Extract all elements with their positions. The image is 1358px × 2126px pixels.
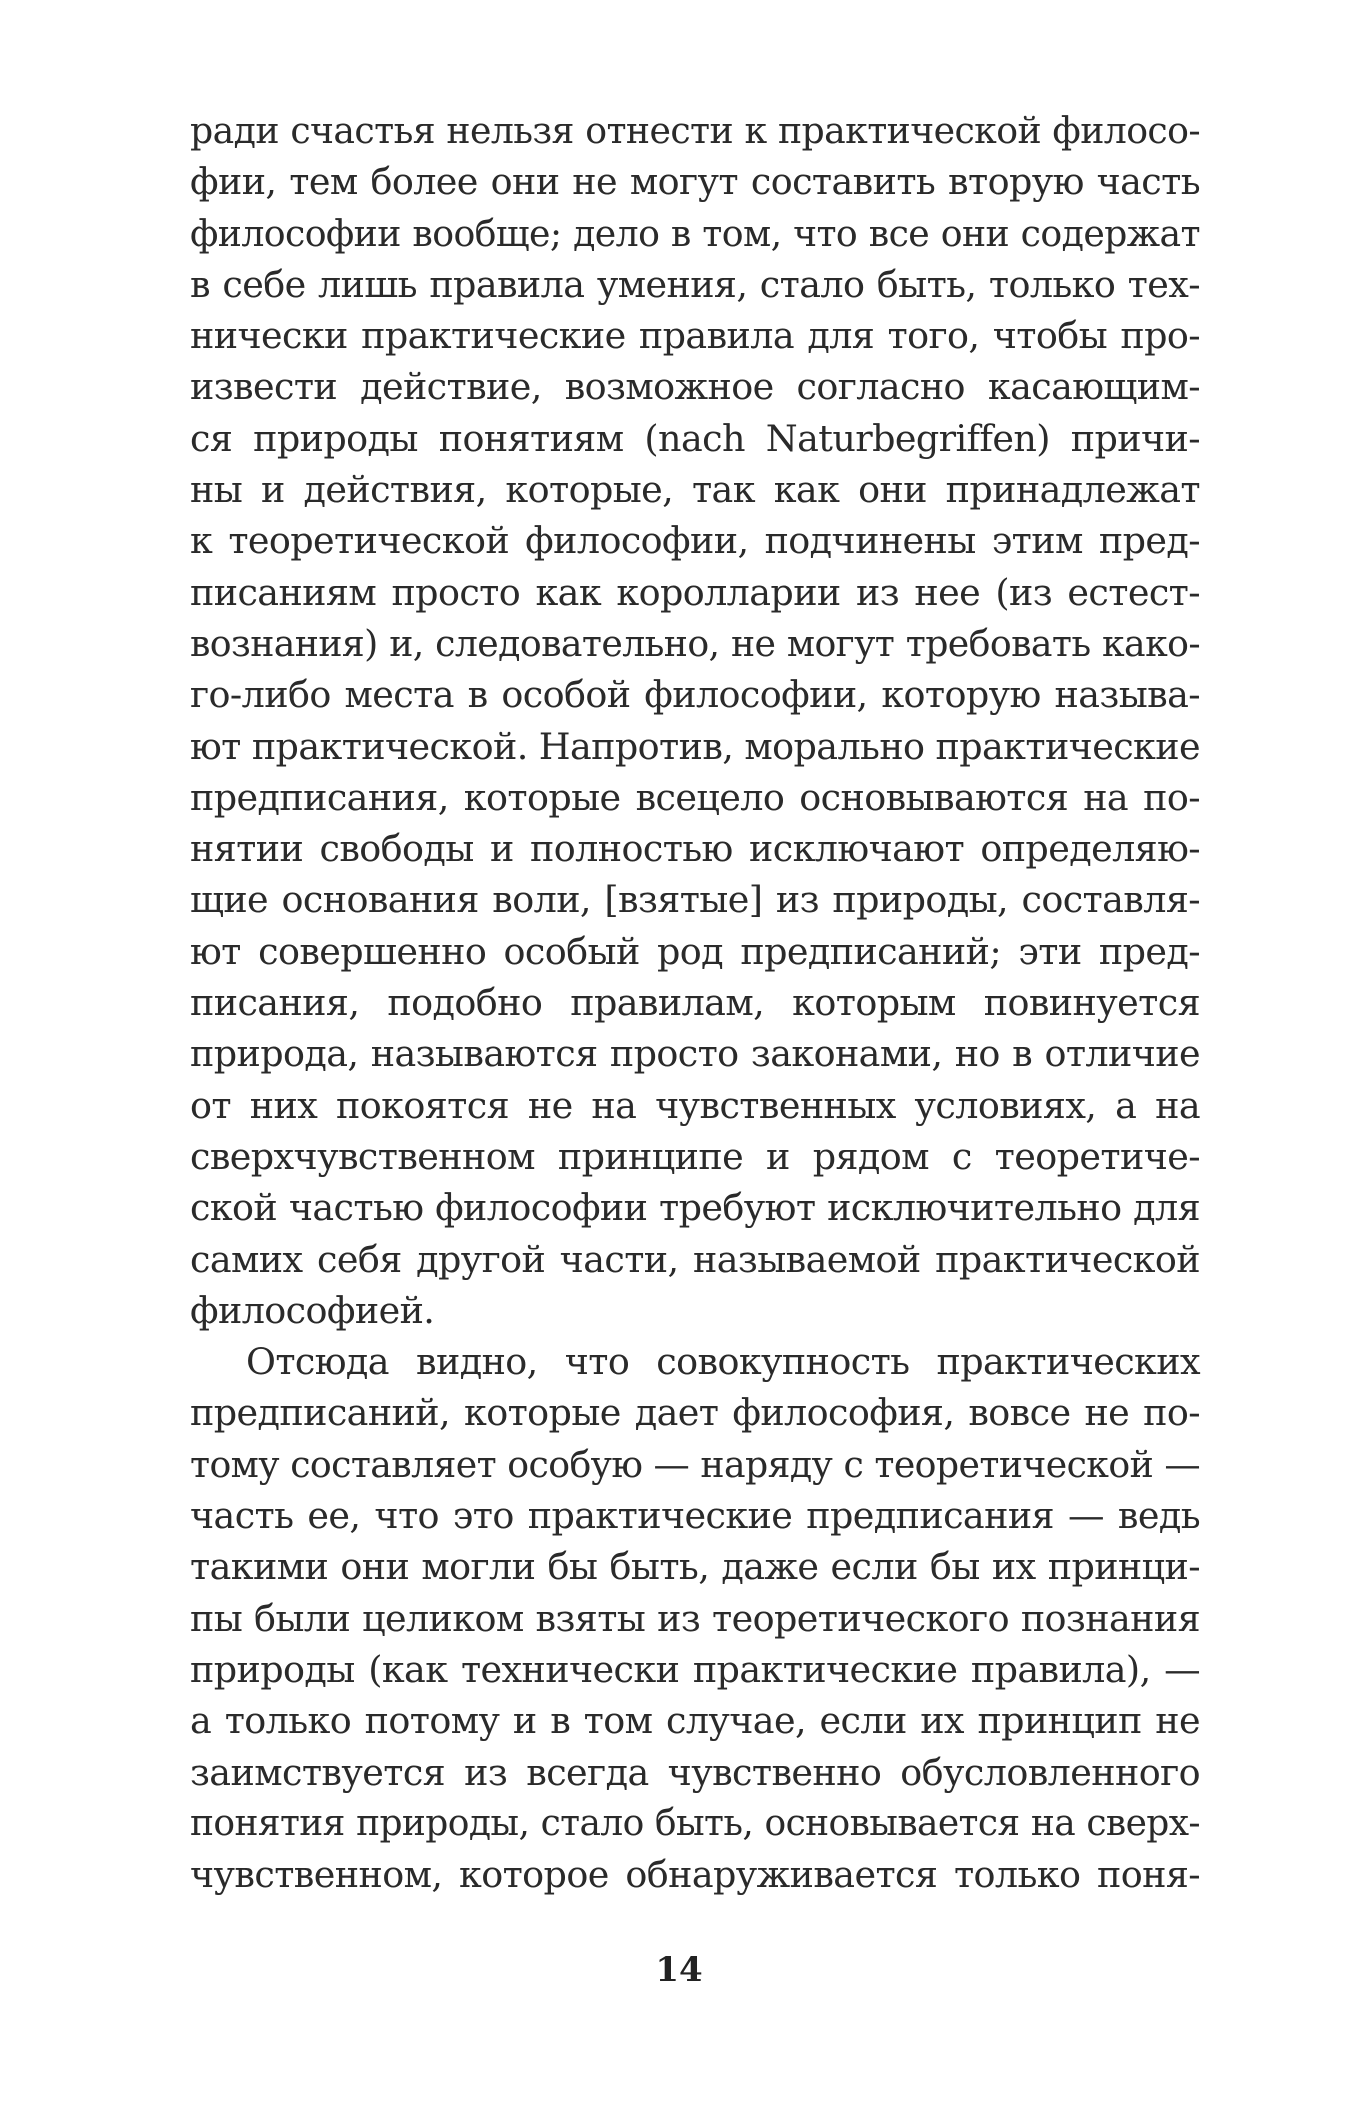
text-line: природы (как технически практические правила), — xyxy=(190,1647,1200,1691)
text-line: ся природы понятиям (nach Naturbegriffen) причи- xyxy=(190,416,1200,460)
text-line: в себе лишь правила умения, стало быть, только тех- xyxy=(190,262,1200,306)
text-line: нятии свободы и полностью исключают определяю- xyxy=(190,827,1200,871)
text-line: чувственном, которое обнаруживается только поня- xyxy=(190,1853,1200,1897)
text-line: ради счастья нельзя отнести к практической филосо- xyxy=(190,109,1200,152)
text-line: писания, подобно правилам, которым повинуется xyxy=(190,981,1200,1025)
text-line: вознания) и, следовательно, не могут требовать како- xyxy=(190,621,1200,665)
text-line: го-либо места в особой философии, которую называ- xyxy=(190,673,1200,717)
page-number: 14 xyxy=(655,1950,703,1990)
text-line: сверхчувственном принципе и рядом с теоретиче- xyxy=(190,1134,1200,1178)
text-line: понятия природы, стало быть, основывается на сверх- xyxy=(190,1802,1200,1844)
text-line: пы были целиком взяты из теоретического познания xyxy=(190,1596,1200,1640)
text-line: к теоретической философии, подчинены этим пред- xyxy=(190,519,1200,563)
text-line: от них покоятся не на чувственных условиях, а на xyxy=(190,1083,1200,1127)
text-line: щие основания воли, [взятые] из природы, составля- xyxy=(190,878,1200,922)
text-line: заимствуется из всегда чувственно обусловленного xyxy=(190,1750,1200,1794)
text-line: ской частью философии требуют исключительно для xyxy=(190,1186,1200,1230)
text-line: часть ее, что это практические предписания — ведь xyxy=(190,1494,1200,1538)
text-line: предписаний, которые дает философия, вовсе не по- xyxy=(190,1391,1200,1435)
text-line: такими они могли бы быть, даже если бы их принци- xyxy=(190,1545,1200,1589)
text-line: предписания, которые всецело основываются на по- xyxy=(190,775,1200,819)
text-line: извести действие, возможное согласно касающим- xyxy=(190,365,1200,409)
text-line: философии вообще; дело в том, что все они содержат xyxy=(190,211,1200,255)
text-line: фии, тем более они не могут составить вторую часть xyxy=(190,160,1200,204)
text-line: нически практические правила для того, чтобы про- xyxy=(190,314,1200,358)
text-line: самих себя другой части, называемой практической xyxy=(190,1237,1200,1281)
body-text xyxy=(190,105,1200,1900)
text-line: ют совершенно особый род предписаний; эти пред- xyxy=(190,929,1200,973)
text-line: а только потому и в том случае, если их принцип не xyxy=(190,1699,1200,1743)
text-line: писаниям просто как королларии из нее (из естест- xyxy=(190,570,1200,614)
text-line-paragraph-start: Отсюда видно, что совокупность практических xyxy=(246,1340,1200,1384)
text-line: ны и действия, которые, так как они принадлежат xyxy=(190,468,1200,512)
text-line-paragraph-end: философией. xyxy=(190,1288,435,1332)
text-line: тому составляет особую — наряду с теоретической — xyxy=(190,1442,1200,1486)
text-line: ют практической. Напротив, морально практические xyxy=(190,724,1200,768)
text-line: природа, называются просто законами, но в отличие xyxy=(190,1032,1200,1076)
